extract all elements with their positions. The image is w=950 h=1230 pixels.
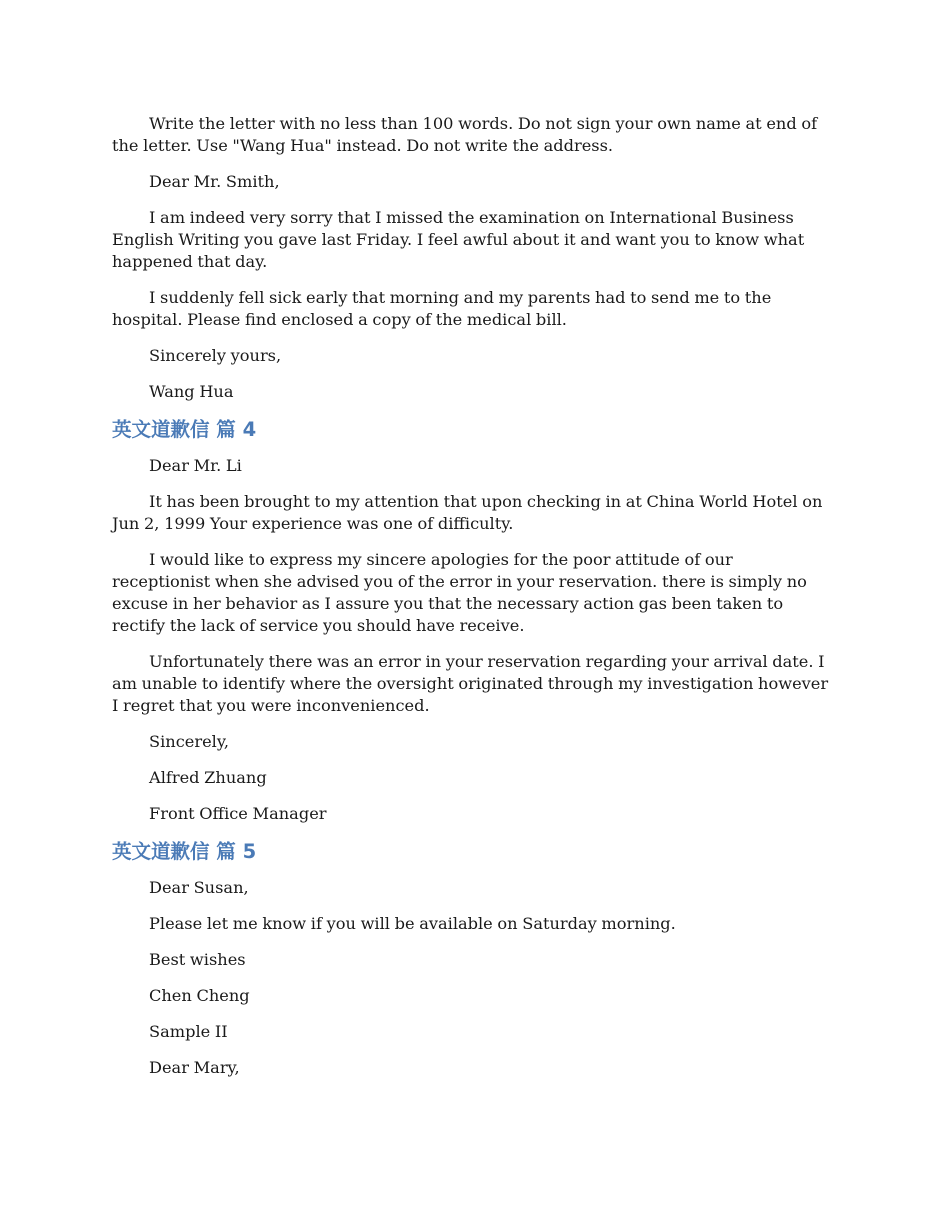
closing: Sincerely, (149, 732, 229, 751)
body-paragraph: I am indeed very sorry that I missed the examination on International Business English Writing you gave last Friday. I feel awful about it and want you to know what happened that day. (112, 208, 805, 271)
body-paragraph: I suddenly fell sick early that morning and my parents had to send me to the hospital. Please find enclosed a copy of the medical bill. (112, 288, 772, 329)
section-heading-5: 英文道歉信 篇 5 (112, 840, 257, 863)
letter-section-5 (112, 877, 834, 1079)
signature: Alfred Zhuang (149, 768, 267, 787)
body-paragraph: Unfortunately there was an error in your reservation regarding your arrival date. I am unable to identify where the oversight originated through my investigation however I regret that you were inconvenienced. (112, 652, 829, 715)
section-heading-4: 英文道歉信 篇 4 (112, 418, 257, 441)
letter-section-3 (112, 113, 834, 403)
instruction-paragraph: Write the letter with no less than 100 words. Do not sign your own name at end of the letter. Use "Wang Hua" instead. Do not write the address. (112, 114, 818, 155)
salutation: Dear Mary, (149, 1058, 240, 1077)
closing: Best wishes (149, 950, 246, 969)
salutation: Dear Susan, (149, 878, 249, 897)
body-paragraph: It has been brought to my attention that upon checking in at China World Hotel on Jun 2, 1999 Your experience was one of difficulty. (112, 492, 823, 533)
body-paragraph: I would like to express my sincere apologies for the poor attitude of our receptionist when she advised you of the error in your reservation. there is simply no excuse in her behavior as I assure you that the necessary action gas been taken to rectify the lack of service you should have receive. (112, 550, 807, 635)
sample-label: Sample II (149, 1022, 228, 1041)
signature: Chen Cheng (149, 986, 250, 1005)
signer-title: Front Office Manager (149, 804, 327, 823)
signature: Wang Hua (149, 382, 234, 401)
document-page (112, 113, 834, 1093)
closing: Sincerely yours, (149, 346, 282, 365)
salutation: Dear Mr. Li (149, 456, 242, 475)
salutation: Dear Mr. Smith, (149, 172, 280, 191)
body-paragraph: Please let me know if you will be available on Saturday morning. (149, 914, 676, 933)
letter-section-4 (112, 455, 834, 825)
